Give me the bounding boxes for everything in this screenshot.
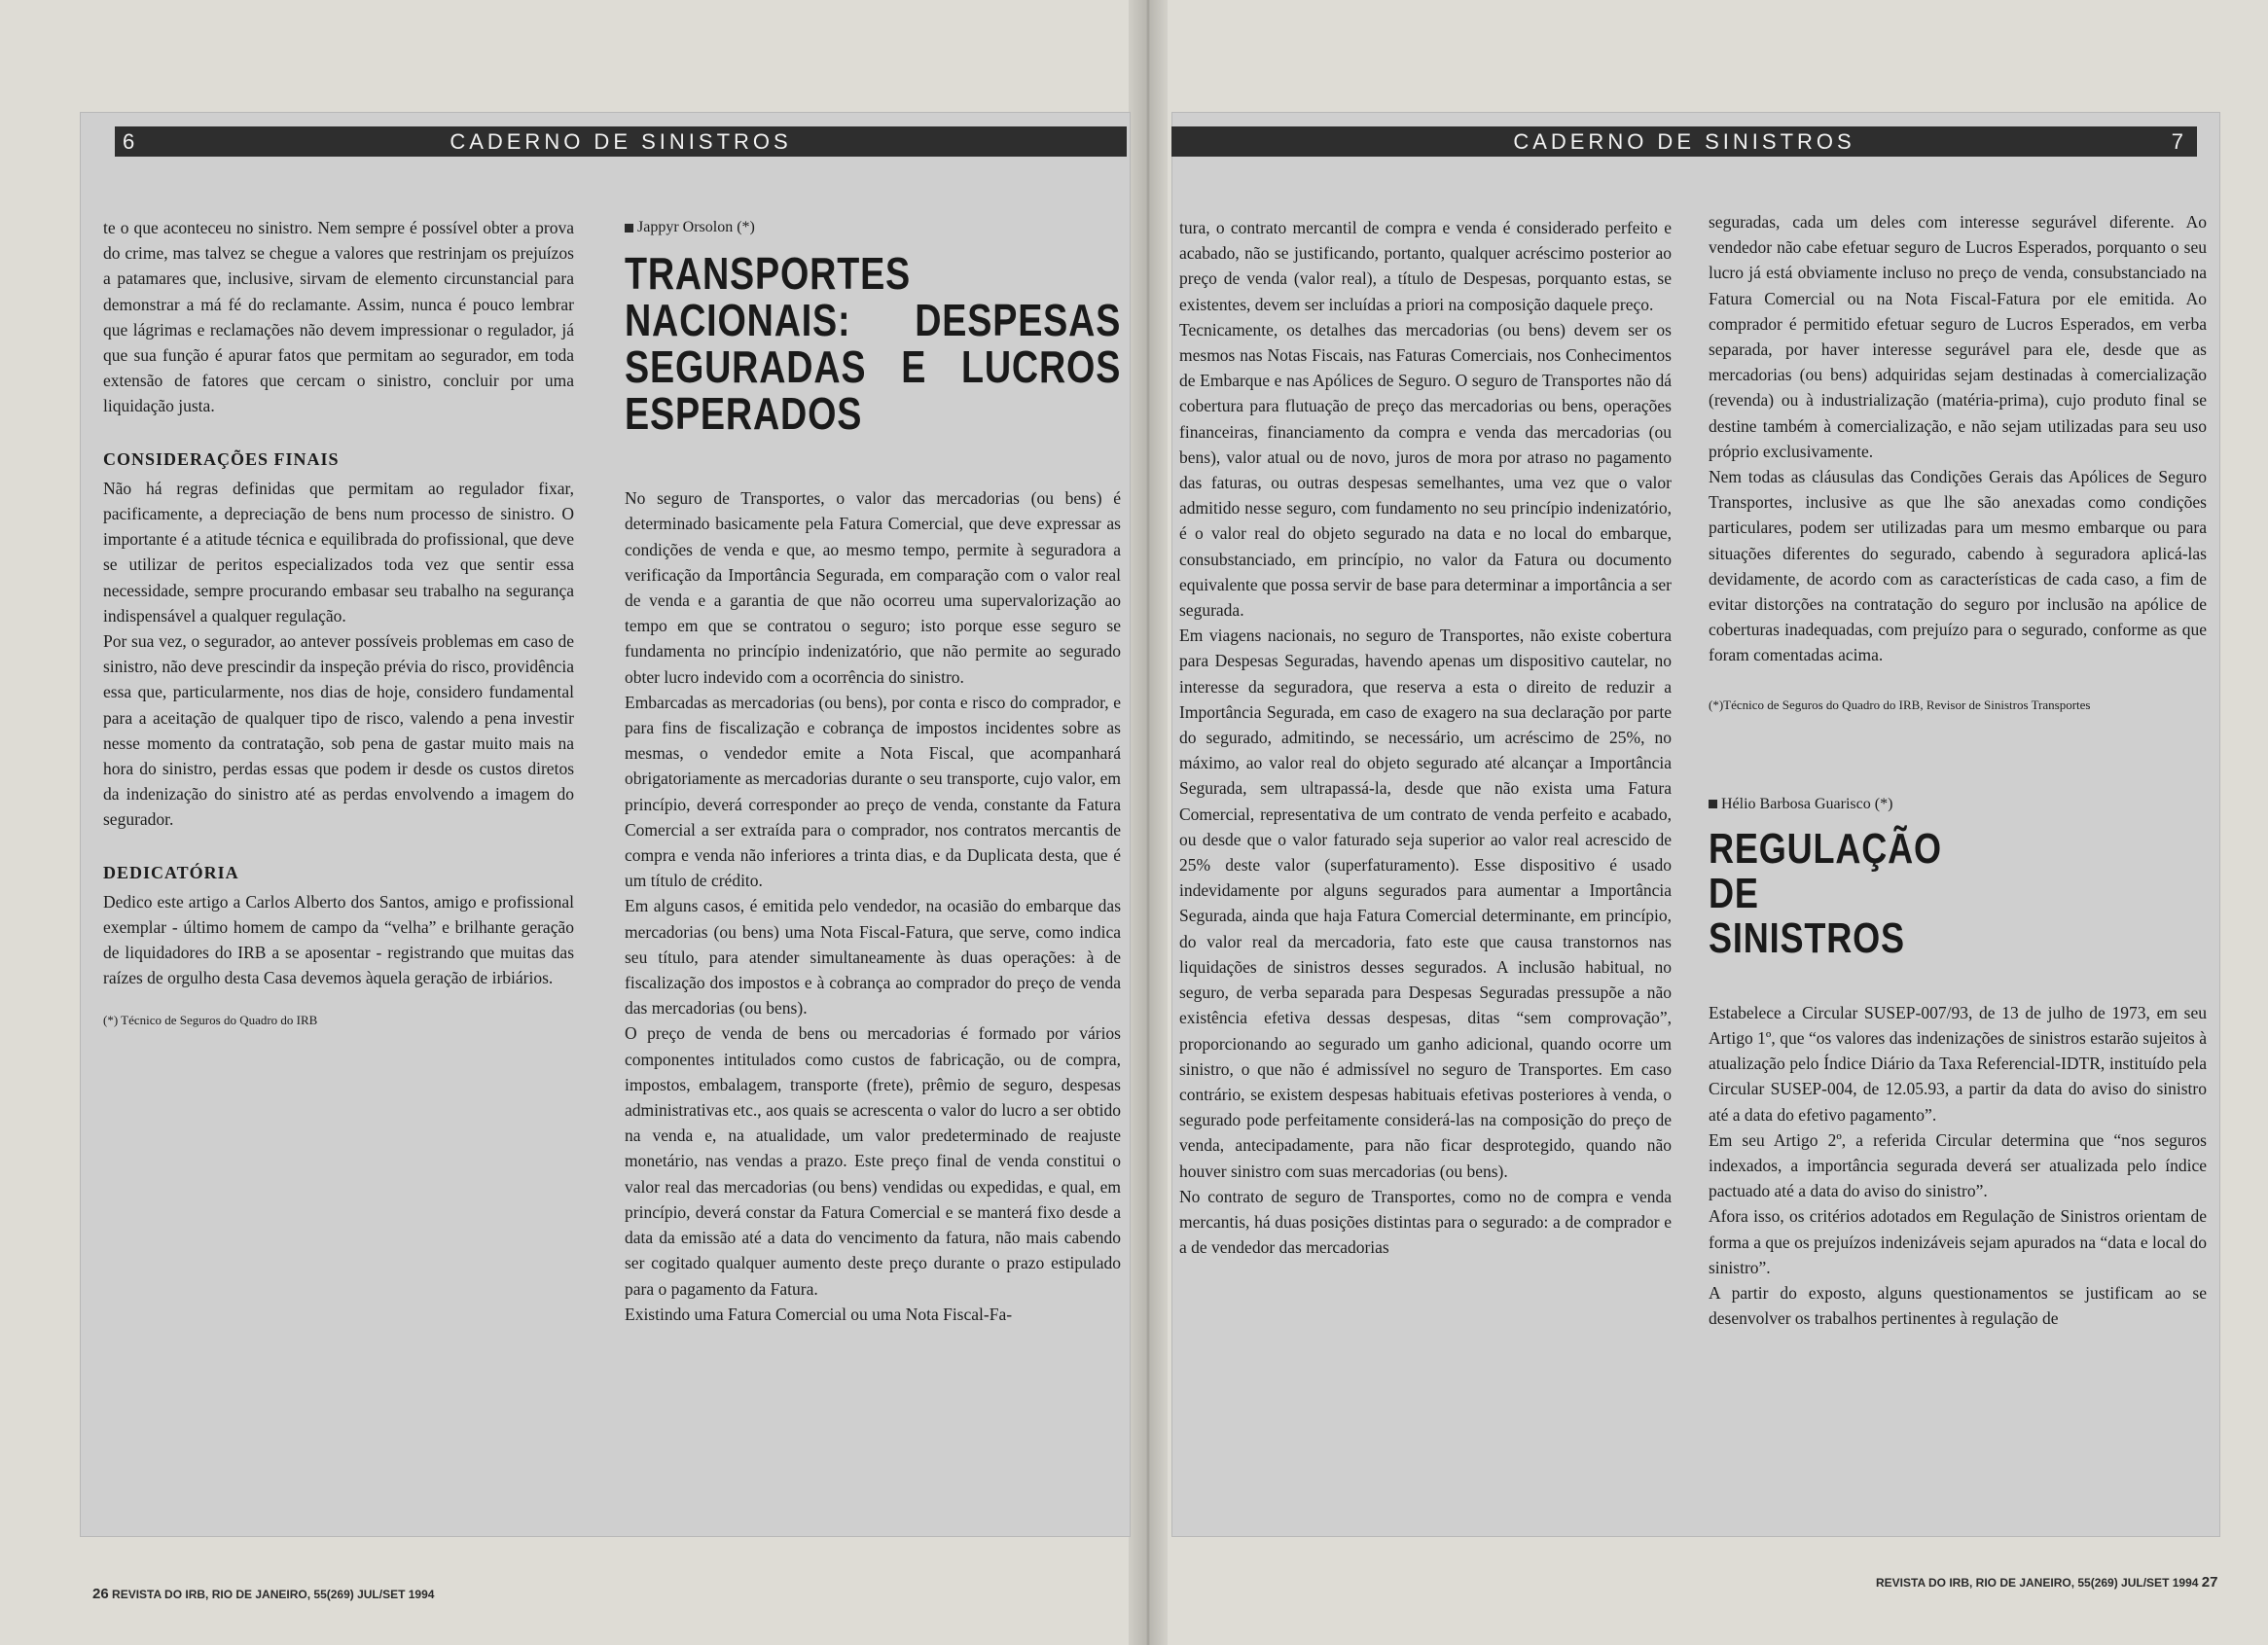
paragraph: Existindo uma Fatura Comercial ou uma Nota Fiscal-Fa- — [625, 1304, 1013, 1324]
paragraph: tura, o contrato mercantil de compra e venda é considerado perfeito e acabado, não se justificando, portanto, qualquer acréscimo posterior ao preço de venda (valor real), a título de Despesas, porquanto estas, se existentes, devem ser incluídas a priori na composição daquele preço. — [1179, 218, 1672, 314]
right-page — [1171, 112, 2220, 1537]
right-section-title: CADERNO DE SINISTROS — [1513, 128, 1855, 154]
byline — [625, 215, 1121, 240]
right-page-number: 7 — [2171, 128, 2183, 154]
paragraph: Tecnicamente, os detalhes das mercadorias (ou bens) devem ser os mesmos nas Notas Fiscais, nas Faturas Comerciais, nos Conhecimentos de Embarque e nas Apólices de Seguro. O seguro de Transportes não dá cobertura para flutuação de preço das mercadorias ou bens, operações financeiras, financiamento da compra e venda das mercadorias (ou bens), valor atual ou de novo, juros de mora por atraso no pagamento das faturas, ou outras despesas semelhantes, uma vez que o valor admitido nesse seguro, com fundamento no seu princípio indenizatório, é o valor real do objeto segurado na data e no local do embarque, consubstanciado, em princípio, no valor da Fatura ou documento equivalente que possa servir de base para determinar a importância a ser segurada. — [1179, 319, 1672, 621]
paragraph: Em seu Artigo 2º, a referida Circular determina que “nos seguros indexados, a importância segurada deverá ser atualizada pelo índice pactuado até a data do aviso do sinistro”. — [1709, 1129, 2207, 1201]
right-column-2 — [1709, 209, 2207, 1332]
left-folio — [92, 1586, 434, 1602]
left-header-bar — [115, 126, 1127, 157]
section-heading-consideracoes: CONSIDERAÇÕES FINAIS — [103, 448, 340, 469]
paragraph: No seguro de Transportes, o valor das mercadorias (ou bens) é determinado basicamente pela Fatura Comercial, que deve expressar as condições de venda e que, ao mesmo tempo, permite à seguradora a verificação da Importância Segurada, em comparação com o valor real de venda e a garantia de que não ocorreu uma supervalorização ao tempo em que se contratou o seguro; isto porque esse seguro se fundamenta no princípio indenizatório, que não permite ao segurado obter lucro indevido com a ocorrência do sinistro. — [625, 488, 1121, 687]
left-page-number: 6 — [123, 128, 135, 154]
paragraph: seguradas, cada um deles com interesse segurável diferente. Ao vendedor não cabe efetuar seguro de Lucros Esperados, porquanto o seu lucro já está obviamente incluso no preço de venda, consubstanciado na Fatura Comercial ou na Nota Fiscal-Fatura por ele emitida. Ao comprador é permitido efetuar seguro de Lucros Esperados, em verba separada, por haver interesse segurável para ele, desde que as mercadorias (ou bens) adquiridas sejam destinadas à comercialização (revenda) ou à industrialização (matéria-prima), cujo produto final se destine também à comercialização, e não sejam utilizadas para seu uso próprio exclusivamente. — [1709, 212, 2207, 461]
paragraph: O preço de venda de bens ou mercadorias é formado por vários componentes intitulados como custos de fabricação, ou de compra, impostos, embalagem, transporte (frete), prêmio de seguro, despesas administrativas etc., aos quais se acrescenta o valor do lucro a ser obtido na venda e, na atualidade, um valor predeterminado de reajuste monetário, nas vendas a prazo. Este preço final de venda constitui o valor real das mercadorias (ou bens) vendidas ou expedidas, e qual, em princípio, deverá constar da Fatura Comercial e se manterá fixo desde a data da emissão até a data do vencimento da fatura, não mais cabendo ser cogitado qualquer aumento deste preço durante o prazo estipulado para o pagamento da Fatura. — [625, 1023, 1121, 1299]
left-column-1 — [103, 215, 574, 1029]
article-title: TRANSPORTES NACIONAIS: DESPESAS SEGURADAS E LUCROS ESPERADOS — [625, 248, 1122, 440]
paragraph: No contrato de seguro de Transportes, como no de compra e venda mercantis, há duas posições distintas para o segurado: a de comprador e a de vendedor das mercadorias — [1179, 1186, 1672, 1258]
square-bullet-icon — [1709, 800, 1717, 808]
paragraph: A partir do exposto, alguns questionamentos se justificam ao se desenvolver os trabalhos pertinentes à regulação de — [1709, 1283, 2207, 1329]
footnote: (*)Técnico de Seguros do Quadro do IRB, Revisor de Sinistros Transportes — [1709, 697, 2091, 712]
folio-text: REVISTA DO IRB, RIO DE JANEIRO, 55(269) JUL/SET 1994 — [1876, 1576, 2199, 1590]
section-heading-dedicatoria: DEDICATÓRIA — [103, 862, 239, 882]
byline — [1709, 792, 2207, 817]
author-name: Jappyr Orsolon (*) — [637, 219, 755, 235]
spread-gutter — [1129, 0, 1168, 1645]
square-bullet-icon — [625, 224, 633, 232]
footnote: (*) Técnico de Seguros do Quadro do IRB — [103, 1012, 318, 1027]
folio-page-number: 27 — [2201, 1574, 2218, 1591]
right-folio — [1876, 1574, 2217, 1591]
folio-text: REVISTA DO IRB, RIO DE JANEIRO, 55(269) JUL/SET 1994 — [112, 1588, 435, 1601]
paragraph: Estabelece a Circular SUSEP-007/93, de 13 de julho de 1973, em seu Artigo 1º, que “os valores das indenizações de sinistros estarão sujeitos à atualização pelo Índice Diário da Taxa Referencial-IDTR, instituído pela Circular SUSEP-004, de 12.05.93, a partir da data do aviso do sinistro até a data do efetivo pagamento”. — [1709, 1002, 2207, 1125]
right-column-1 — [1179, 215, 1672, 1260]
author-name: Hélio Barbosa Guarisco (*) — [1721, 795, 1893, 812]
folio-page-number: 26 — [92, 1586, 109, 1602]
left-column-2 — [625, 215, 1121, 1327]
right-header-bar — [1171, 126, 2197, 157]
left-section-title: CADERNO DE SINISTROS — [450, 128, 792, 154]
paragraph: Embarcadas as mercadorias (ou bens), por conta e risco do comprador, e para fins de fiscalização e cobrança de impostos incidentes sobre as mesmas, o vendedor emite a Nota Fiscal, que acompanhará obrigatoriamente as mercadorias durante o seu transporte, cujo valor, em princípio, deverá corresponder ao preço de venda, constante da Fatura Comercial a ser extraída para o comprador, nos contratos mercantis de compra e venda não inferiores a trinta dias, e da Duplicata desta, que é um título de crédito. — [625, 692, 1121, 891]
article-title: REGULAÇÃO DE SINISTROS — [1709, 824, 1942, 962]
intro-paragraph: te o que aconteceu no sinistro. Nem sempre é possível obter a prova do crime, mas talvez se chegue a valores que restrinjam os prejuízos a patamares que, inclusive, sirvam de elemento circunstancial para demonstrar a má fé do reclamante. Assim, nunca é pouco lembrar que lágrimas e reclamações não devem impressionar o regulador, já que sua função é apurar fatos que permitam ao segurador, em toda extensão de fatores que cercam o sinistro, concluir por uma liquidação justa. — [103, 218, 574, 416]
paragraph: Nem todas as cláusulas das Condições Gerais das Apólices de Seguro Transportes, inclusive as que lhe são anexadas como condições particulares, podem ser utilizadas para um mesmo embarque ou para situações diferentes do segurado, cabendo à seguradora aplicá-las devidamente, de acordo com as características de cada caso, a fim de evitar distorções na contratação do seguro por inclusão na apólice de coberturas inadequadas, com prejuízo para o segurado, conforme as que foram comentadas acima. — [1709, 467, 2207, 665]
paragraph: Em viagens nacionais, no seguro de Transportes, não existe cobertura para Despesas Seguradas, havendo apenas um dispositivo cautelar, no interesse da seguradora, que reserva a esta o direito de reduzir a Importância Segurada, em caso de exagero na sua declaração por parte do segurado, admitindo, se necessário, um acréscimo de 25%, no máximo, ao valor real do objeto segurado até alcançar a Importância Segurada, sem ultrapassá-la, desde que não exista uma Fatura Comercial, representativa de um contrato de venda perfeito e acabado, ou desde que o valor faturado seja superior ao valor real acrescido de 25% deste valor (superfaturamento). Esse dispositivo é usado indevidamente por alguns segurados para aumentar a Importância Segurada, ainda que haja Fatura Comercial determinante, em princípio, do valor real da mercadoria, fato este que causa transtornos nas liquidações de sinistros desses segurados. A inclusão habitual, no seguro, de verba separada para Despesas Seguradas pressupõe a não existência efetiva dessas despesas, ditas “sem comprovação”, proporcionando ao segurado um ganho adicional, quando ocorre um sinistro, o que não é admissível no seguro de Transportes. Em caso contrário, se existem despesas habituais efetivas posteriores à venda, o segurado pode perfeitamente considerá-las na composição do preço de venda, antecipadamente, para não ficar desprotegido, quando não houver sinistro com suas mercadorias (ou bens). — [1179, 626, 1672, 1181]
paragraph: Não há regras definidas que permitam ao regulador fixar, pacificamente, a depreciação de bens num processo de sinistro. O importante é a atitude técnica e equilibrada do profissional, que deve se utilizar de peritos especializados toda vez que sentir essa necessidade, sempre procurando embasar seu trabalho na segurança indispensável a qualquer regulação. — [103, 478, 574, 626]
paragraph: Por sua vez, o segurador, ao antever possíveis problemas em caso de sinistro, não deve prescindir da inspeção prévia do risco, providência essa que, particularmente, nos dias de hoje, considero fundamental para a aceitação de qualquer tipo de risco, valendo a pena investir nesse momento da contratação, sob pena de gastar muito mais na hora do sinistro, perdas essas que podem ir desde os custos diretos da indenização do sinistro até as perdas envolvendo a imagem do segurador. — [103, 631, 574, 830]
left-page — [80, 112, 1131, 1537]
paragraph: Em alguns casos, é emitida pelo vendedor, na ocasião do embarque das mercadorias (ou bens) uma Nota Fiscal-Fatura, que serve, como indica seu título, para atender simultaneamente às duas operações: à de fiscalização dos impostos e à cobrança ao comprador do preço de venda das mercadorias (ou bens). — [625, 896, 1121, 1019]
paragraph: Afora isso, os critérios adotados em Regulação de Sinistros orientam de forma a que os prejuízos indenizáveis sejam apurados na “data e local do sinistro”. — [1709, 1206, 2207, 1277]
paragraph: Dedico este artigo a Carlos Alberto dos Santos, amigo e profissional exemplar - último homem de campo da “velha” e brilhante geração de liquidadores do IRB a se aposentar - registrando que muitas das raízes de orgulho desta Casa devemos àquela geração de irbiários. — [103, 891, 574, 988]
